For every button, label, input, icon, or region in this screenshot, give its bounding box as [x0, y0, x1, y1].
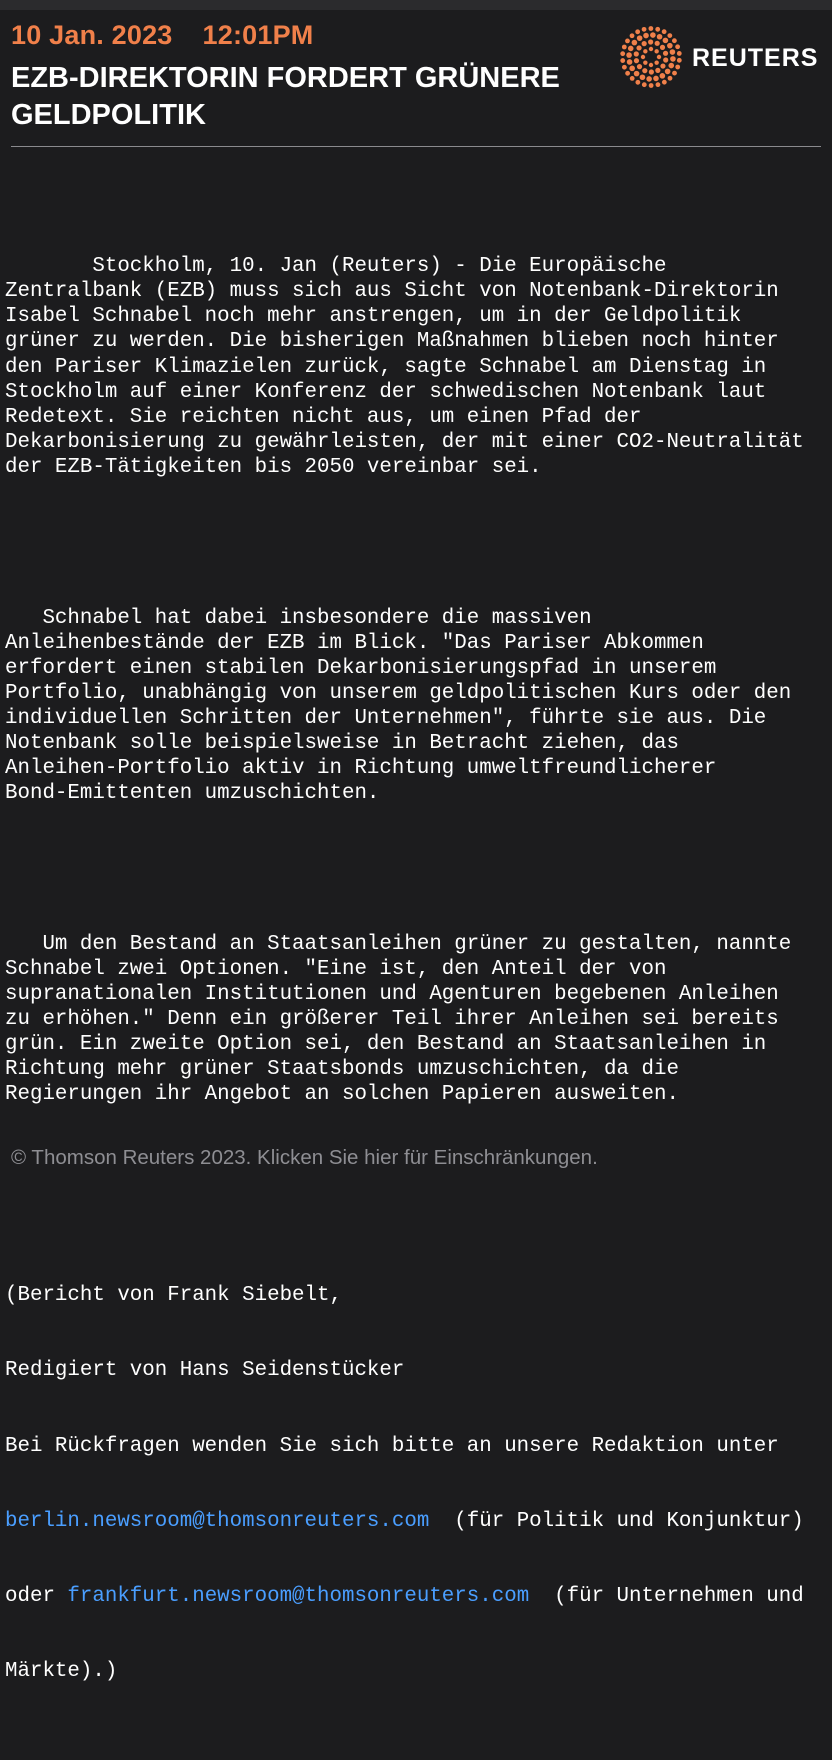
header-divider [11, 146, 821, 147]
logo-dot [660, 73, 666, 79]
logo-dot [649, 69, 654, 74]
text-line: den Pariser Klimazielen zurück, sagte Schnabel am Dienstag in [5, 355, 767, 379]
text-line: Bond-Emittenten umzuschichten. [5, 782, 380, 806]
logo-dot [654, 49, 658, 53]
article-body [5, 204, 832, 1760]
logo-dot [622, 65, 627, 70]
credit-email-line [5, 1509, 832, 1534]
logo-dot [657, 34, 663, 40]
text-line: Schnabel zwei Optionen. "Eine ist, den Anteil der von [5, 957, 667, 981]
email-note: (für Unternehmen und [529, 1585, 804, 1609]
text-line: Richtung mehr grüner Staatsbonds umzuschichten, da die [5, 1058, 679, 1082]
text-line: supranationalen Institutionen und Agenturen begebenen Anleihen [5, 982, 779, 1006]
credit-line: Redigiert von Hans Seidenstücker [5, 1359, 405, 1383]
credit-line: (Bericht von Frank Siebelt, [5, 1284, 342, 1308]
logo-dot [648, 39, 653, 44]
logo-dot [665, 69, 671, 75]
text-line: Anleihen-Portfolio aktiv in Richtung umweltfreundlicherer [5, 757, 717, 781]
logo-dot [672, 71, 677, 76]
text-line: Stockholm auf einer Konferenz der schwedischen Notenbank laut [5, 380, 767, 404]
logo-dot [654, 60, 658, 64]
logo-dot [649, 83, 654, 88]
berlin-newsroom-link[interactable]: berlin.newsroom@thomsonreuters.com [5, 1509, 430, 1533]
logo-dot [643, 49, 647, 53]
text-line: Redetext. Sie reichten nicht aus, um einen Pfad der [5, 405, 642, 429]
text-line: Schnabel hat dabei insbesondere die massiven [5, 606, 592, 630]
text-line: erfordert einen stabilen Dekarbonisierungspfad in unserem [5, 656, 717, 680]
text-line: Anleihenbestände der EZB im Blick. "Das Pariser Abkommen [5, 631, 704, 655]
logo-dot [649, 47, 653, 51]
logo-dot [620, 51, 625, 56]
logo-dot [635, 29, 640, 34]
logo-dot [649, 63, 653, 67]
headline: EZB-DIREKTORIN FORDERT GRÜNERE GELDPOLITIK [11, 62, 560, 131]
logo-dot [668, 63, 674, 69]
logo-dot [675, 65, 680, 70]
text-line: Stockholm, 10. Jan (Reuters) - Die Europäische [5, 255, 667, 279]
logo-dot [655, 41, 660, 46]
text-line: Isabel Schnabel noch mehr anstrengen, um in der Geldpolitik [5, 305, 742, 329]
logo-wordmark: REUTERS [692, 44, 819, 72]
text-line: individuellen Schritten der Unternehmen", führte sie aus. Die [5, 706, 767, 730]
logo-dot [646, 76, 652, 82]
logo-dot [632, 40, 638, 46]
logo-dot [662, 80, 667, 85]
logo-dot [642, 82, 647, 87]
logo-dot [648, 26, 653, 31]
logo-dot [662, 29, 667, 34]
spacer [5, 530, 832, 555]
logo-dot [634, 58, 639, 63]
text-line: grün. Ein zweite Option sei, den Bestand an Staatsanleihen in [5, 1033, 767, 1057]
logo-dot [642, 27, 647, 32]
logo-dot [663, 51, 668, 56]
logo-dot [660, 63, 665, 68]
top-strip [0, 0, 832, 10]
logo-dot [625, 39, 630, 44]
credits [5, 1233, 832, 1735]
logo-dot [643, 33, 649, 39]
logo-dot [636, 45, 641, 50]
logo-dot [625, 71, 630, 76]
logo-dot [657, 55, 661, 59]
logo-dot [628, 46, 634, 52]
logo-dot [642, 68, 647, 73]
logo-dot [622, 45, 627, 50]
copyright-link[interactable]: © Thomson Reuters 2023. Klicken Sie hier für Einschränkungen. [11, 1146, 598, 1169]
article-date: 10 Jan. 2023 [11, 20, 173, 50]
logo-dot [655, 68, 660, 73]
logo-dot [672, 38, 677, 43]
logo-dot [643, 60, 647, 64]
reuters-dot-ring-icon [620, 26, 686, 88]
spacer [5, 856, 832, 881]
logo-dot [635, 80, 640, 85]
logo-dot [655, 27, 660, 32]
logo-dot [630, 76, 635, 81]
text-line: Zentralbank (EZB) muss sich aus Sicht von Notenbank-Direktorin [5, 280, 779, 304]
frankfurt-newsroom-link[interactable]: frankfurt.newsroom@thomsonreuters.com [67, 1585, 530, 1609]
text-line: zu erhöhen." Denn ein größerer Teil ihrer Anleihen sei bereits [5, 1008, 779, 1031]
logo-dot [660, 45, 665, 50]
text-line: der EZB-Tätigkeiten bis 2050 vereinbar sei. [5, 455, 542, 479]
logo-dot [667, 33, 672, 38]
logo-dot [668, 76, 673, 81]
credit-line: Märkte).) [5, 1660, 118, 1684]
text-line: Notenbank solle beispielsweise in Betracht ziehen, das [5, 731, 679, 755]
logo-dot [677, 51, 682, 56]
logo-dot [642, 41, 647, 46]
credit-email-line [5, 1584, 832, 1609]
credit-line: Bei Rückfragen wenden Sie sich bitte an unsere Redaktion unter [5, 1434, 779, 1458]
logo-dot [637, 64, 642, 69]
logo-dot [663, 38, 669, 44]
logo-dot [653, 76, 659, 82]
reuters-logo [620, 26, 825, 88]
logo-dot [634, 71, 640, 77]
text-line: Dekarbonisierung zu gewährleisten, der mit einer CO2-Neutralität [5, 430, 804, 454]
text-line: Portfolio, unabhängig von unserem geldpolitischen Kurs oder den [5, 681, 792, 705]
text-line: grüner zu werden. Die bisherigen Maßnahmen blieben noch hinter [5, 330, 779, 354]
text-line: Um den Bestand an Staatsanleihen grüner zu gestalten, nannte [5, 932, 792, 956]
logo-dot [630, 33, 635, 38]
email-note: (für Politik und Konjunktur) [429, 1509, 804, 1533]
logo-dot [627, 59, 633, 65]
logo-dot [620, 58, 625, 63]
paragraph-1 [5, 254, 832, 480]
logo-dot [641, 55, 645, 59]
logo-dot [634, 51, 639, 56]
logo-dot [670, 56, 676, 62]
logo-dot [640, 74, 646, 80]
text-line: Regierungen ihr Angebot an solchen Papieren ausweiten. [5, 1083, 679, 1107]
or-word: oder [5, 1585, 68, 1609]
paragraph-3 [5, 932, 832, 1108]
logo-dot [629, 66, 635, 72]
logo-dot [663, 57, 668, 62]
logo-dot [667, 43, 673, 49]
logo-dot [677, 58, 682, 63]
logo-dot [675, 44, 680, 49]
paragraph-2 [5, 606, 832, 807]
logo-dot [670, 49, 676, 55]
logo-dot [656, 82, 661, 87]
logo-dot [637, 35, 643, 41]
dateline [11, 20, 314, 51]
article-time: 12:01PM [202, 20, 314, 50]
logo-dot [650, 32, 656, 38]
logo-dot [626, 52, 632, 58]
article-header [0, 10, 832, 148]
